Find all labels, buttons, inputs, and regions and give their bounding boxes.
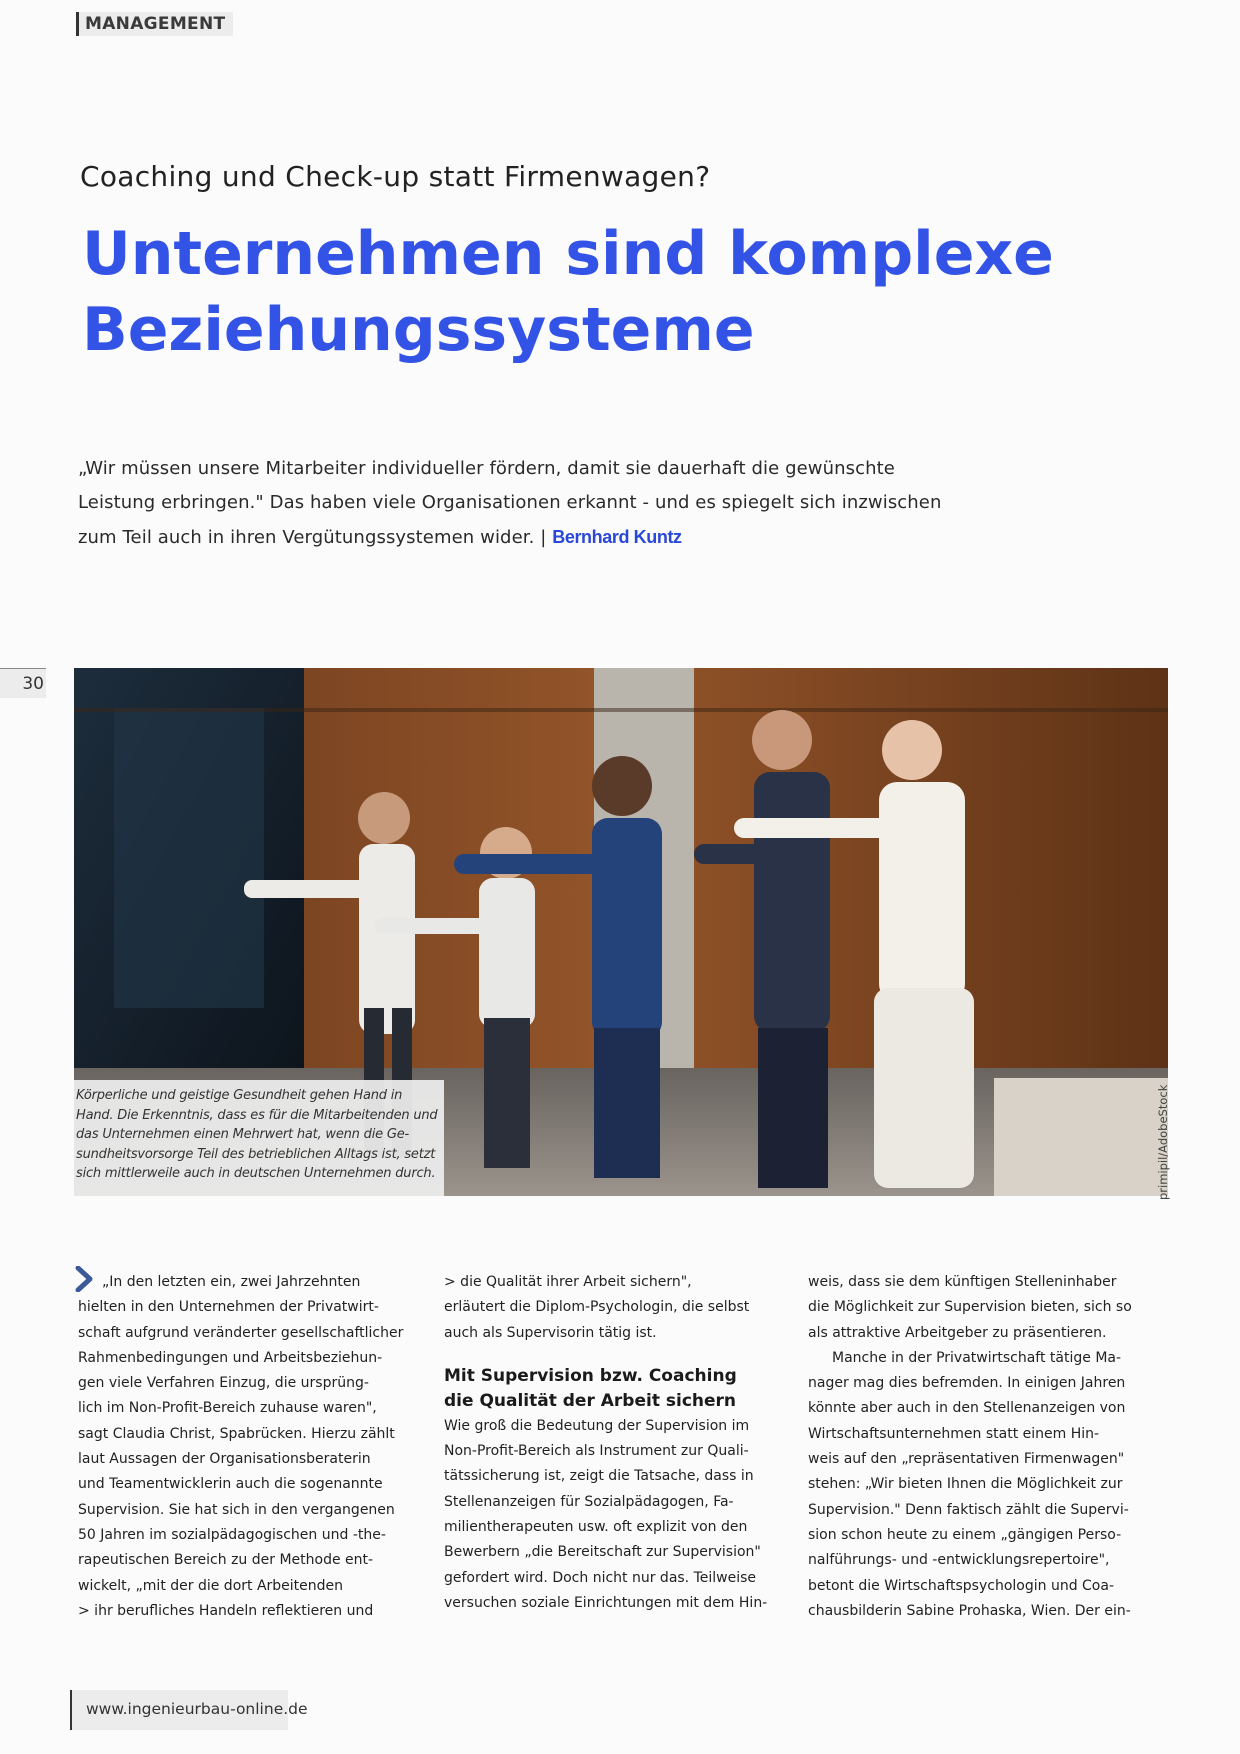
lead-text: zum Teil auch in ihren Vergütungssystemen wider. | <box>78 527 553 548</box>
body-line: hielten in den Unternehmen der Privatwirt- <box>78 1299 379 1316</box>
photo-caption <box>74 1080 444 1196</box>
caption-line: sich mittlerweile auch in deutschen Unternehmen durch. <box>76 1166 436 1182</box>
body-line: Supervision. Sie hat sich in den vergangenen <box>78 1501 395 1518</box>
article-column-1 <box>78 1270 418 1624</box>
body-line: Rahmenbedingungen und Arbeitsbeziehun- <box>78 1349 383 1366</box>
body-line: nalführungs- und -entwicklungsrepertoire", <box>808 1552 1110 1569</box>
body-line: Stellenanzeigen für Sozialpädagogen, Fa- <box>444 1493 734 1510</box>
body-line: „In den letzten ein, zwei Jahrzehnten <box>102 1274 361 1290</box>
body-line: könnte aber auch in den Stellenanzeigen von <box>808 1400 1126 1417</box>
body-line: tätssicherung ist, zeigt die Tatsache, dass in <box>444 1468 754 1485</box>
article-headline <box>82 216 1082 368</box>
caption-line: sundheitsvorsorge Teil des betrieblichen Alltags ist, setzt <box>76 1146 436 1162</box>
body-line: betont die Wirtschaftspsychologin und Coa- <box>808 1577 1114 1594</box>
subheading-line: Mit Supervision bzw. Coaching <box>444 1365 737 1386</box>
caption-line: Hand. Die Erkenntnis, dass es für die Mitarbeitenden und <box>76 1107 438 1123</box>
body-line: > ihr berufliches Handeln reflektieren und <box>78 1602 374 1619</box>
body-line: auch als Supervisorin tätig ist. <box>444 1324 657 1341</box>
body-line: Non-Profit-Bereich als Instrument zur Quali- <box>444 1443 749 1460</box>
body-line: Manche in der Privatwirtschaft tätige Ma- <box>832 1349 1122 1366</box>
section-label: MANAGEMENT <box>76 12 233 36</box>
lead-line: Leistung erbringen." Das haben viele Organisationen erkannt - und es spiegelt sich inzwischen <box>78 492 942 513</box>
body-line: milientherapeuten usw. oft explizit von den <box>444 1519 748 1536</box>
photo-credit: primipil/AdobeStock <box>1156 1084 1170 1200</box>
section-subheading <box>444 1364 784 1414</box>
subheading-line: die Qualität der Arbeit sichern <box>444 1390 737 1411</box>
lead-line: „Wir müssen unsere Mitarbeiter individueller fördern, damit sie dauerhaft die gewünschte <box>78 458 895 479</box>
body-line: chausbilderin Sabine Prohaska, Wien. Der ein- <box>808 1602 1131 1619</box>
body-line: wickelt, „mit der die dort Arbeitenden <box>78 1577 344 1594</box>
caption-line: das Unternehmen einen Mehrwert hat, wenn die Ge- <box>76 1127 410 1143</box>
body-line: schaft aufgrund veränderter gesellschaftlicher <box>78 1324 404 1341</box>
body-line: lich im Non-Profit-Bereich zuhause waren", <box>78 1400 377 1417</box>
article-column-2 <box>444 1270 784 1616</box>
article-column-3 <box>808 1270 1158 1624</box>
body-line: und Teamentwicklerin auch die sogenannte <box>78 1476 383 1493</box>
body-line: sion schon heute zu einem „gängigen Perso- <box>808 1526 1122 1543</box>
article-lead <box>78 452 998 555</box>
body-line: sagt Claudia Christ, Spabrücken. Hierzu zählt <box>78 1425 395 1442</box>
body-line: die Möglichkeit zur Supervision bieten, sich so <box>808 1299 1132 1316</box>
headline-line: Unternehmen sind komplexe <box>82 219 1054 289</box>
body-line: Supervision." Denn faktisch zählt die Supervi- <box>808 1501 1129 1518</box>
body-line: weis, dass sie dem künftigen Stelleninhaber <box>808 1274 1117 1290</box>
page-number: 30 <box>0 668 46 698</box>
body-line: erläutert die Diplom-Psychologin, die selbst <box>444 1299 750 1316</box>
body-line: nager mag dies befremden. In einigen Jahren <box>808 1375 1126 1392</box>
body-line: gen viele Verfahren Einzug, die ursprüng- <box>78 1375 369 1392</box>
body-line: Bewerbern „die Bereitschaft zur Supervision" <box>444 1544 761 1561</box>
author-name: Bernhard Kuntz <box>552 527 682 547</box>
body-line: versuchen soziale Einrichtungen mit dem Hin- <box>444 1594 768 1611</box>
headline-line: Beziehungssysteme <box>82 295 755 365</box>
body-line: weis auf den „repräsentativen Firmenwagen" <box>808 1451 1125 1468</box>
body-line: Wie groß die Bedeutung der Supervision im <box>444 1417 750 1434</box>
footer-url[interactable]: www.ingenieurbau-online.de <box>86 1700 308 1718</box>
article-kicker: Coaching und Check-up statt Firmenwagen? <box>80 160 711 193</box>
body-line: > die Qualität ihrer Arbeit sichern", <box>444 1274 692 1290</box>
body-line: 50 Jahren im sozialpädagogischen und -the- <box>78 1526 386 1543</box>
body-line: rapeutischen Bereich zu der Methode ent- <box>78 1552 374 1569</box>
caption-line: Körperliche und geistige Gesundheit gehen Hand in <box>76 1088 403 1103</box>
body-line: als attraktive Arbeitgeber zu präsentieren. <box>808 1324 1107 1341</box>
lead-line-last <box>78 520 998 555</box>
body-line: laut Aussagen der Organisationsberaterin <box>78 1451 371 1468</box>
body-line: Wirtschaftsunternehmen statt einem Hin- <box>808 1425 1100 1442</box>
body-line: gefordert wird. Doch nicht nur das. Teilweise <box>444 1569 757 1586</box>
body-line: stehen: „Wir bieten Ihnen die Möglichkeit zur <box>808 1476 1123 1493</box>
